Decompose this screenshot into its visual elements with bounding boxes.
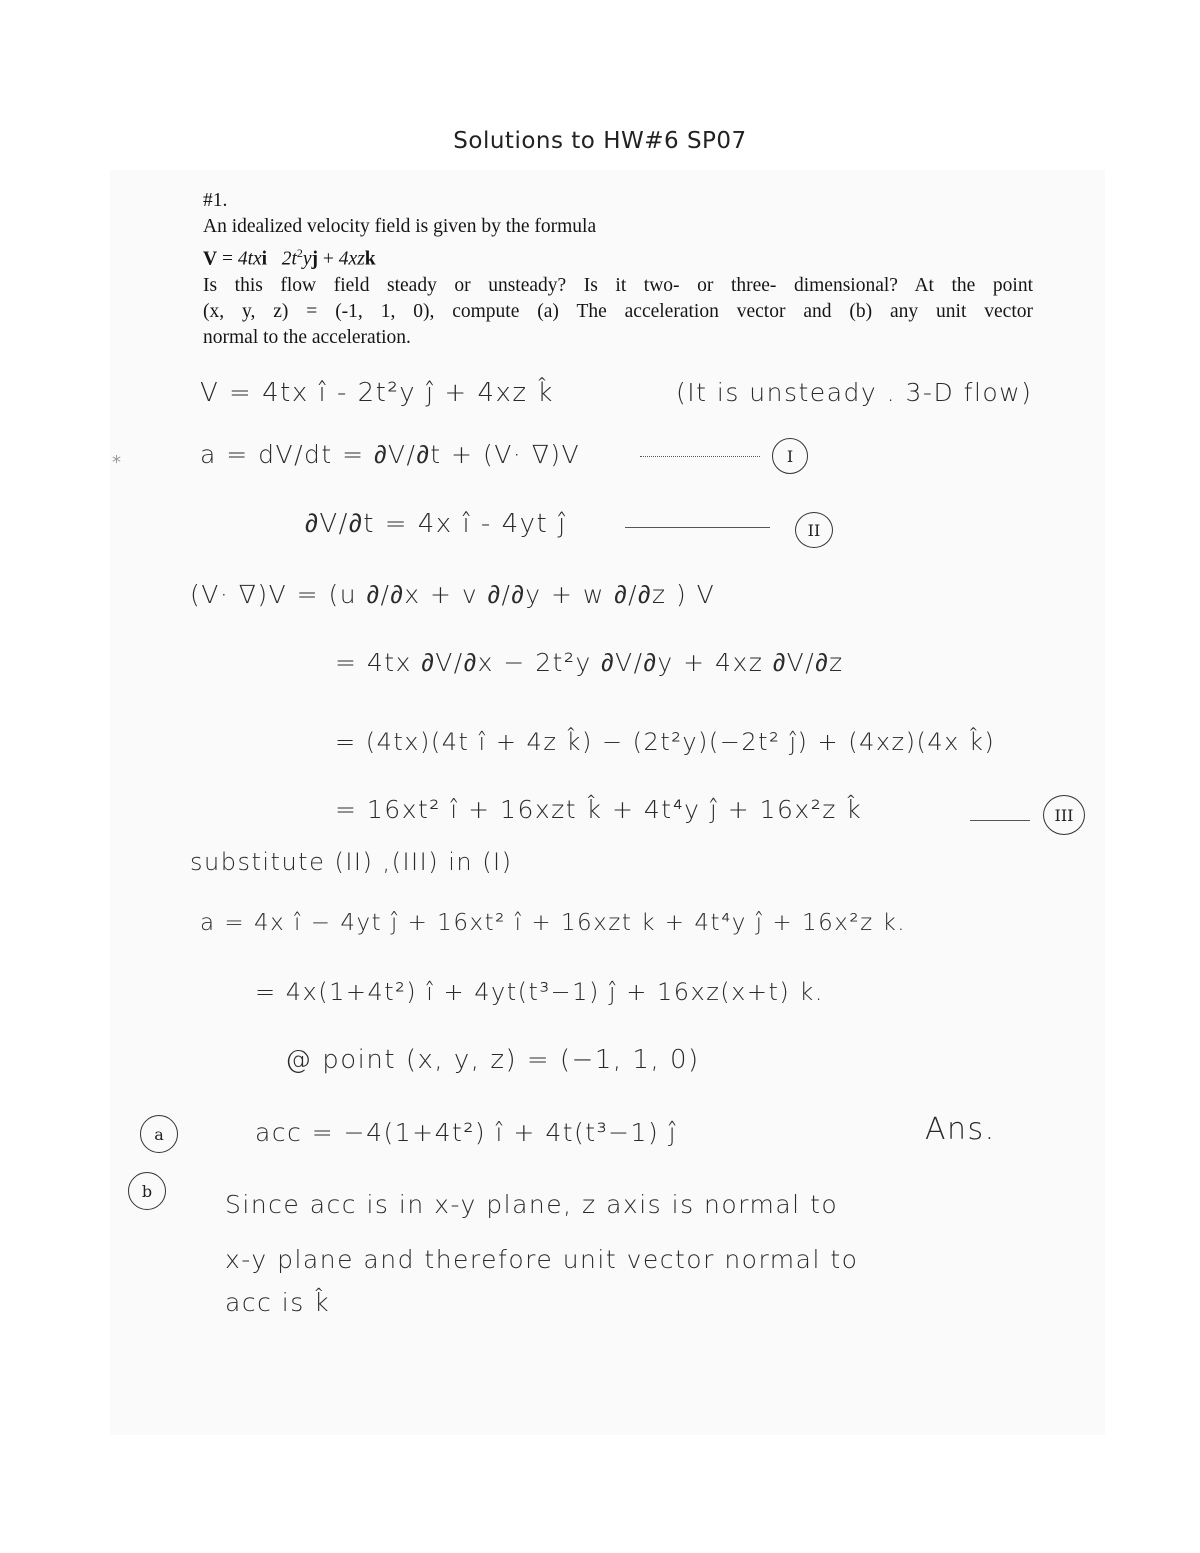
solution-note: (It is unsteady . 3-D flow) <box>676 378 1033 407</box>
solution-partial-t: ∂V/∂t = 4x î - 4yt ĵ <box>305 509 567 539</box>
solution-convective-product: = (4tx)(4t î + 4z k̂) − (2t²y)(−2t² ĵ) + (4xz)(4x k̂) <box>335 728 996 756</box>
problem-statement <box>203 188 1033 351</box>
solution-acceleration-definition: a = dV/dt = ∂V/∂t + (V· ∇)V <box>200 440 581 469</box>
solution-answer-b-line1: Since acc is in x-y plane, z axis is normal to <box>225 1190 839 1219</box>
velocity-formula: V = 4txi $2t^2yj + 4xzk$ <box>203 246 376 270</box>
question-line: (x, y, z) = (-1, 1, 0), compute (a) The acceleration vector and (b) any unit vector <box>203 300 1033 322</box>
equation-marker-2: II <box>795 512 833 548</box>
question-line: Is this flow field steady or unsteady? Is it two- or three- dimensional? At the point <box>203 274 1033 296</box>
leader-line <box>970 820 1030 821</box>
margin-mark: * <box>112 452 121 473</box>
solution-convective-result: = 16xt² î + 16xzt k̂ + 4t⁴y ĵ + 16x²z k̂ <box>335 795 863 824</box>
answer-label: Ans. <box>925 1112 996 1147</box>
problem-intro: An idealized velocity field is given by the formula <box>203 216 597 237</box>
solution-acceleration-factored: = 4x(1+4t²) î + 4yt(t³−1) ĵ + 16xz(x+t) k. <box>255 978 824 1006</box>
solution-point: @ point (x, y, z) = (−1, 1, 0) <box>285 1045 700 1075</box>
solution-substitute: substitute (II) ,(III) in (I) <box>190 848 513 876</box>
solution-answer-b-line2: x-y plane and therefore unit vector normal to <box>225 1245 859 1274</box>
leader-line <box>625 527 770 528</box>
page-title: Solutions to HW#6 SP07 <box>453 128 747 154</box>
solution-answer-a: acc = −4(1+4t²) î + 4t(t³−1) ĵ <box>255 1118 678 1147</box>
solution-convective-term: (V· ∇)V = (u ∂/∂x + v ∂/∂y + w ∂/∂z ) V <box>190 580 716 609</box>
solution-answer-b-line3: acc is k̂ <box>225 1288 331 1317</box>
equation-marker-1: I <box>772 438 808 474</box>
solution-acceleration-sum: a = 4x î − 4yt ĵ + 16xt² î + 16xzt k + 4t⁴y ĵ + 16x²z k. <box>200 910 907 936</box>
question-line: normal to the acceleration. <box>203 326 411 348</box>
part-b-marker: b <box>128 1172 166 1210</box>
problem-number: #1. <box>203 190 228 211</box>
equation-marker-3: III <box>1043 795 1085 835</box>
solution-velocity: V = 4tx î - 2t²y ĵ + 4xz k̂ <box>200 378 554 408</box>
part-a-marker: a <box>140 1115 178 1153</box>
solution-convective-expand: = 4tx ∂V/∂x − 2t²y ∂V/∂y + 4xz ∂V/∂z <box>335 648 844 677</box>
leader-line <box>640 456 760 457</box>
